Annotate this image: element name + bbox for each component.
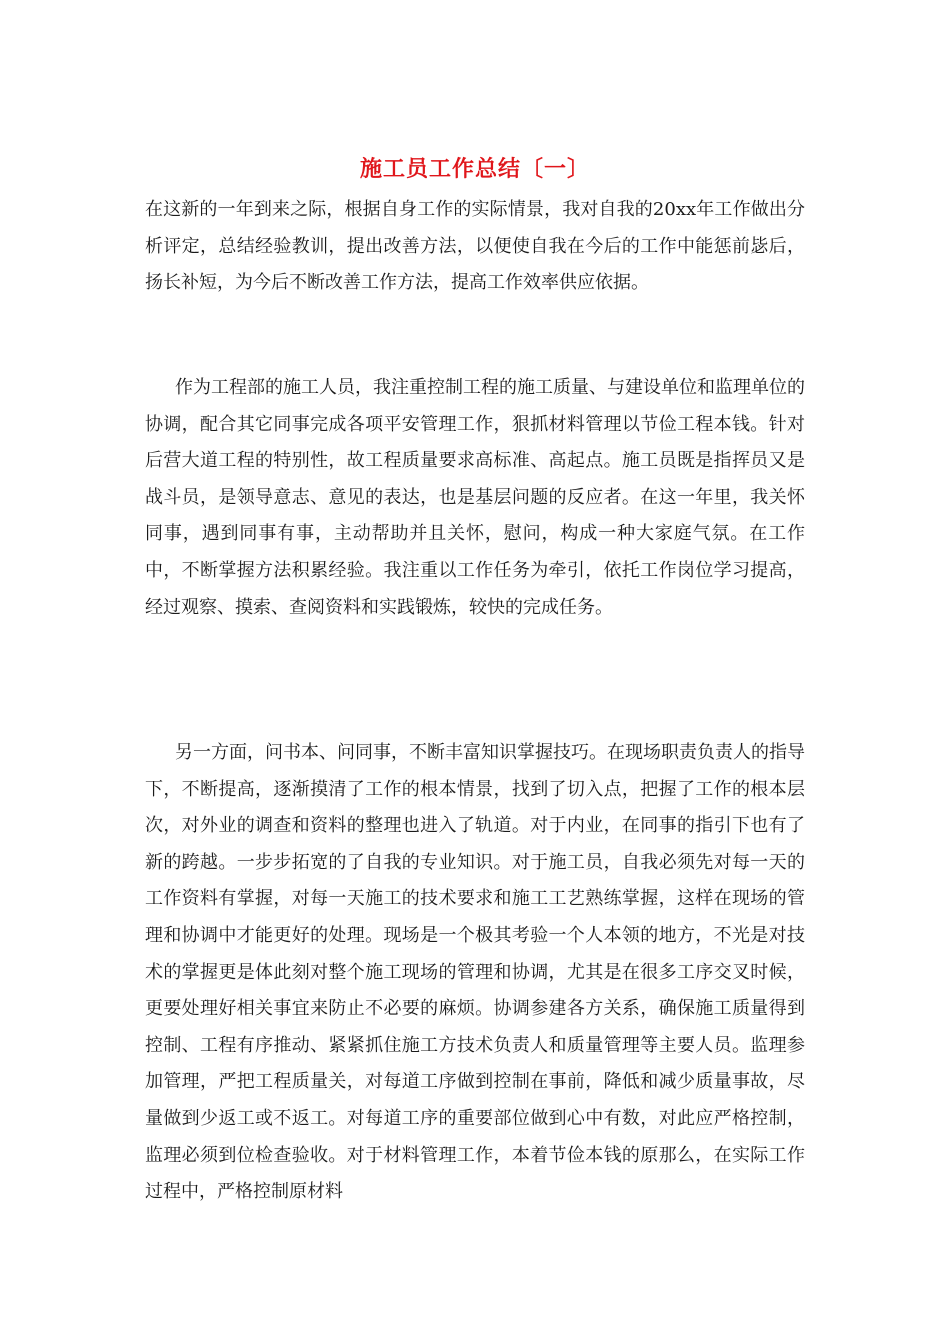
- document-title: 施工员工作总结〔一〕: [359, 156, 590, 182]
- paragraph-intro: 在这新的一年到来之际，根据自身工作的实际情景，我对自我的20xx年工作做出分析评定，总结经验教训，提出改善方法，以便使自我在今后的工作中能惩前毖后，扬长补短，为今后不断改善工作方法，提高工作效率供应依据。: [145, 199, 805, 294]
- paragraph-learning: 另一方面，问书本、问同事，不断丰富知识掌握技巧。在现场职责负责人的指导下，不断提高，逐渐摸清了工作的根本情景，找到了切入点，把握了工作的根本层次，对外业的调查和资料的整理也进入了轨道。对于内业，在同事的指引下也有了新的跨越。一步步拓宽的了自我的专业知识。对于施工员，自我必须先对每一天的工作资料有掌握，对每一天施工的技术要求和施工工艺熟练掌握，这样在现场的管理和协调中才能更好的处理。现场是一个极其考验一个人本领的地方，不光是对技术的掌握更是体此刻对整个施工现场的管理和协调，尤其是在很多工序交叉时候，更要处理好相关事宜来防止不必要的麻烦。协调参建各方关系，确保施工质量得到控制、工程有序推动、紧紧抓住施工方技术负责人和质量管理等主要人员。监理参加管理，严把工程质量关，对每道工序做到控制在事前，降低和减少质量事故，尽量做到少返工或不返工。对每道工序的重要部位做到心中有数，对此应严格控制，监理必须到位检查验收。对于材料管理工作，本着节俭本钱的原那么，在实际工作过程中，严格控制原材料: [145, 742, 805, 1203]
- paragraph-role: 作为工程部的施工人员，我注重控制工程的施工质量、与建设单位和监理单位的协调，配合其它同事完成各项平安管理工作，狠抓材料管理以节俭工程本钱。针对后营大道工程的特别性，故工程质量要求高标准、高起点。施工员既是指挥员又是战斗员，是领导意志、意见的表达，也是基层问题的反应者。在这一年里，我关怀同事，遇到同事有事，主动帮助并且关怀，慰问，构成一种大家庭气氛。在工作中，不断掌握方法积累经验。我注重以工作任务为牵引，依托工作岗位学习提高，经过观察、摸索、查阅资料和实践锻炼，较快的完成任务。: [145, 377, 805, 618]
